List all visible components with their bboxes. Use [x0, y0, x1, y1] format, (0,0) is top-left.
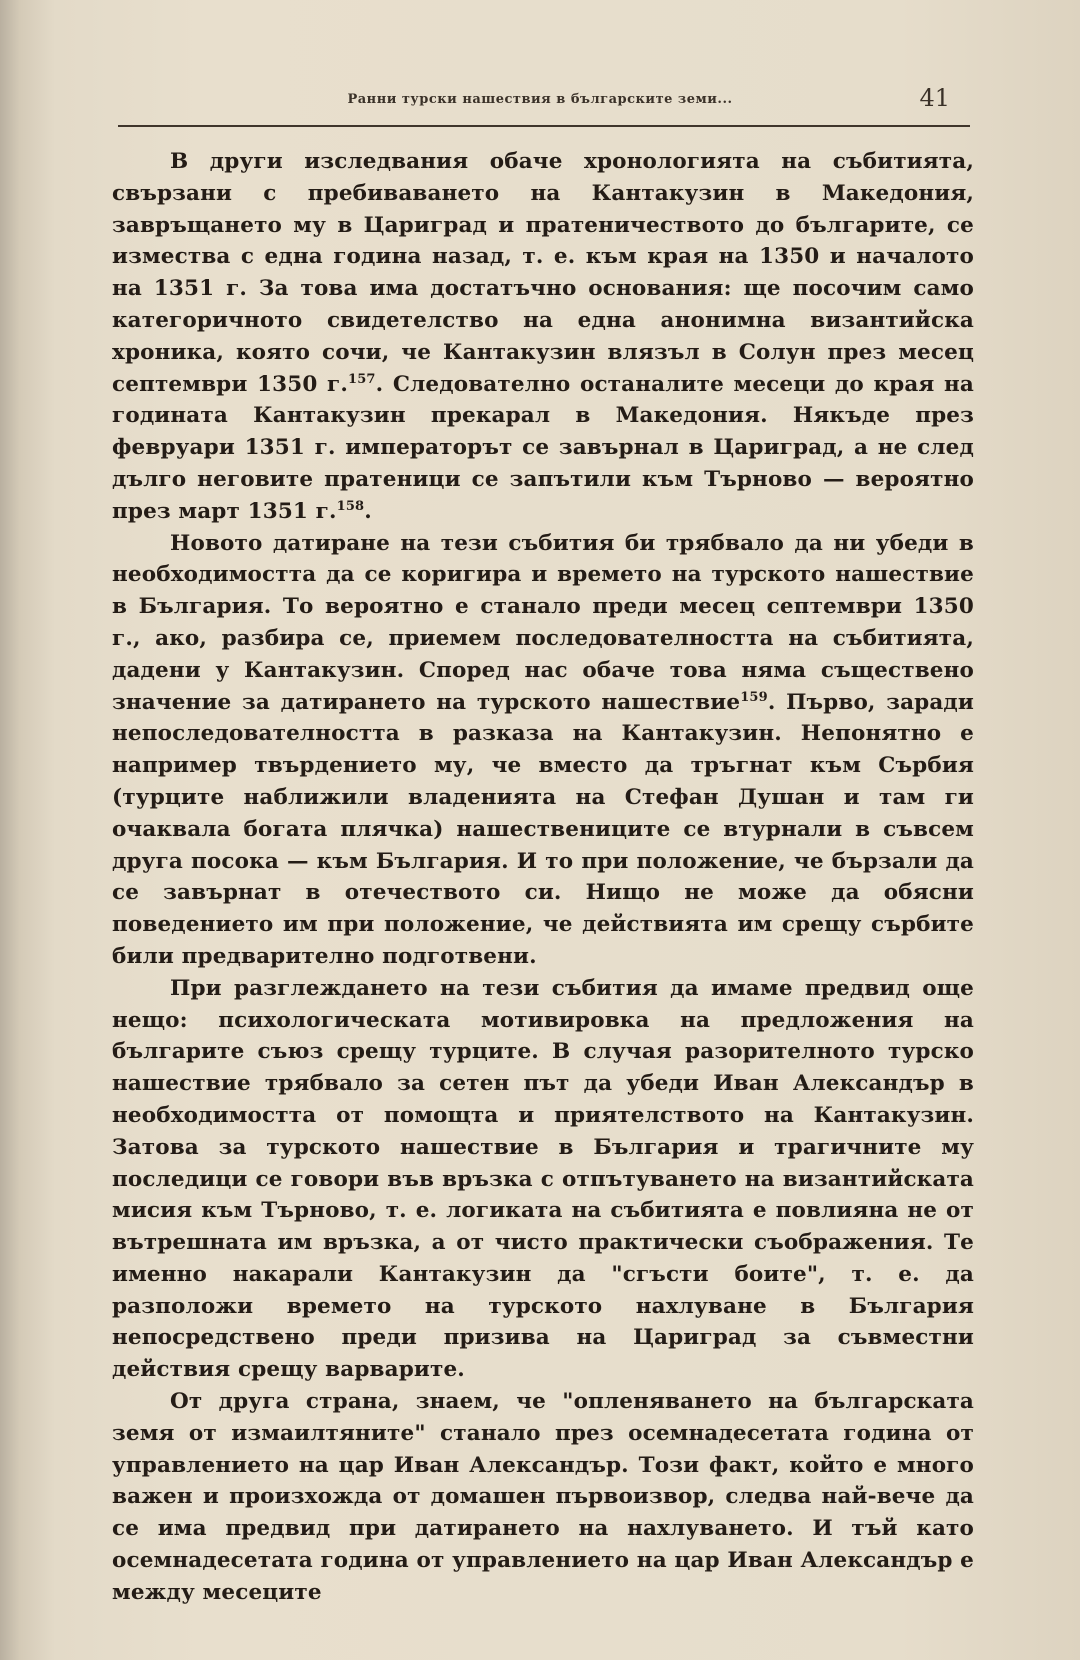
footnote-ref-157: 157: [348, 371, 376, 387]
header-rule: [118, 125, 970, 127]
paragraph-1-text-a: В други изследвания обаче хронологията на събитията, свързани с пребиваването на Кантакузин в Македония, завръщането му в Цариград и пратеничеството до българите, се измества с една година назад, т. е. към края на 1350 и началото на 1351 г. За това има достатъчно основания: ще посочим само категоричното свидетелство на една анонимна византийска хроника, която сочи, че Кантакузин влязъл в Солун през месец септември 1350 г.: [112, 149, 974, 397]
paragraph-1-text-b: . Следователно останалите месеци до края на годината Кантакузин прекарал в Македония. Някъде през февруари 1351 г. императорът се завърнал в Цариград, а не след дълго неговите пратеници се запътили към Търново — вероятно през март 1351 г.: [112, 371, 975, 524]
body-text: [112, 146, 974, 1609]
paragraph-2: [112, 528, 974, 973]
paragraph-2-text-b: . Първо, заради непоследователността в разказа на Кантакузин. Непонятно е например твърдението му, че вместо да тръгнат към Сърбия (турците наближили владенията на Стефан Душан и там ги очаквала богата плячка) нашествениците се втурнали в съвсем друга посока — към България. И то при положение, че бързали да се завърнат в отечеството си. Нищо не може да обясни поведението им при положение, че действията им срещу сърбите били предварително подготвени.: [112, 689, 974, 969]
paragraph-1-text-c: .: [364, 498, 372, 524]
paragraph-1: [112, 146, 974, 528]
running-header: [100, 80, 980, 114]
paragraph-4: От друга страна, знаем, че "опленяването на българската земя от измаилтяните" станало през осемнадесетата година от управлението на цар Иван Александър. Този факт, който е много важен и произхожда от домашен първоизвор, следва най-вече да се има предвид при датирането на нахлуването. И тъй като осемнадесетата година от управлението на цар Иван Александър е между месеците: [112, 1389, 974, 1605]
paragraph-3: При разглеждането на тези събития да имаме предвид още нещо: психологическата мотивировка на предложения на българите съюз срещу турците. В случая разорителното турско нашествие трябвало за сетен път да убеди Иван Александър в необходимостта от помощта и приятелството на Кантакузин. Затова за турското нашествие в България и трагичните му последици се говори във връзка с отпътуването на византийската мисия към Търново, т. е. логиката на събитията е повлияна не от вътрешната им връзка, а от чисто практически съображения. Те именно накарали Кантакузин да "сгъсти боите", т. е. да разположи времето на турското нахлуване в България непосредствено преди призива на Цариград за съвместни действия срещу варварите.: [112, 975, 974, 1383]
paragraph-2-text-a: Новото датиране на тези събития би трябвало да ни убеди в необходимостта да се коригира и времето на турското нашествие в България. То вероятно е станало преди месец септември 1350 г., ако, разбира се, приемем последователността на събитията, дадени у Кантакузин. Според нас обаче това няма съществено значение за датирането на турското нашествие: [112, 530, 974, 715]
page-number: 41: [919, 84, 950, 112]
footnote-ref-159: 159: [740, 689, 768, 705]
footnote-ref-158: 158: [336, 498, 365, 514]
running-title: Ранни турски нашествия в българските земи...: [347, 92, 733, 107]
